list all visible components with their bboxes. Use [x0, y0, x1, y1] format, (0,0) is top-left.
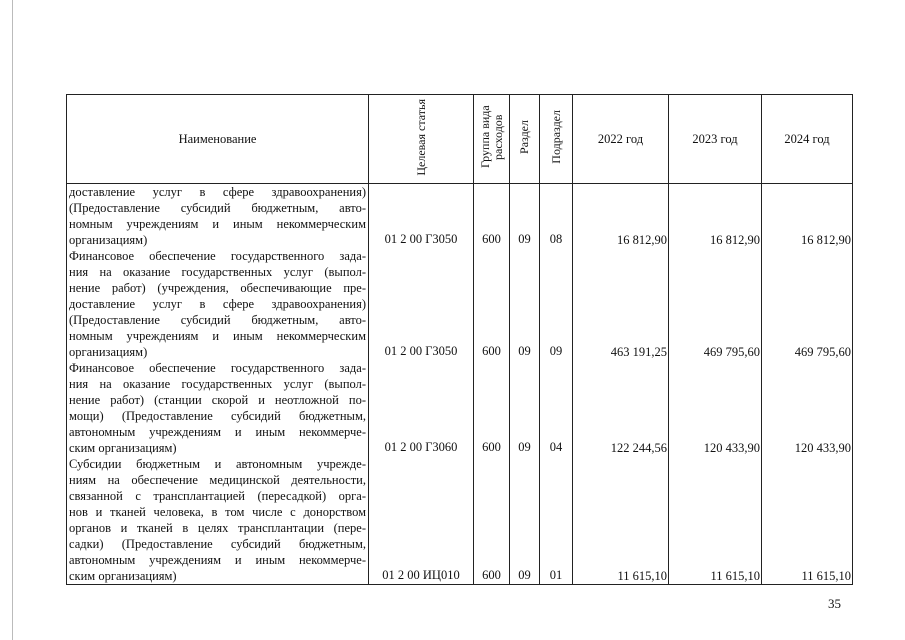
row-amount-2023: 11 615,10	[669, 456, 762, 585]
row-name-line: ния на оказание государственных услуг (выпол-	[69, 265, 366, 279]
table-row	[67, 184, 853, 249]
row-subsection: 09	[540, 248, 573, 360]
row-target-article: 01 2 00 ИЦ010	[369, 456, 474, 585]
row-name-line: (Предоставление субсидий бюджетным, авто-	[69, 313, 366, 327]
row-amount-2022: 16 812,90	[573, 184, 669, 249]
row-section: 09	[510, 456, 540, 585]
table-row	[67, 456, 853, 585]
row-amount-2023: 16 812,90	[669, 184, 762, 249]
row-target-article: 01 2 00 Г3060	[369, 360, 474, 456]
row-amount-2024: 469 795,60	[762, 248, 853, 360]
row-expense-group: 600	[474, 456, 510, 585]
row-name-line: (Предоставление субсидий бюджетным, авто-	[69, 201, 366, 215]
header-2022: 2022 год	[573, 95, 669, 184]
row-name-line: органов и тканей в целях трансплантации (пере-	[69, 521, 366, 535]
header-subsection: Подраздел	[540, 95, 573, 184]
row-name-line: автономным учреждениям и иным некоммерче-	[69, 425, 366, 439]
row-name-line: автономным учреждениям и иным некоммерче-	[69, 553, 366, 567]
table-body	[67, 184, 853, 585]
row-section: 09	[510, 184, 540, 249]
row-amount-2023: 120 433,90	[669, 360, 762, 456]
row-target-article: 01 2 00 Г3050	[369, 184, 474, 249]
row-subsection: 08	[540, 184, 573, 249]
row-amount-2024: 120 433,90	[762, 360, 853, 456]
row-section: 09	[510, 248, 540, 360]
row-amount-2024: 16 812,90	[762, 184, 853, 249]
header-target-article: Целевая статья	[369, 95, 474, 184]
header-2023: 2023 год	[669, 95, 762, 184]
row-name-cell	[67, 360, 369, 456]
row-name-line: садки) (Предоставление субсидий бюджетным,	[69, 537, 366, 551]
table-header-row	[67, 95, 853, 184]
row-name-line: нение работ) (станции скорой и неотложной по-	[69, 393, 366, 407]
row-subsection: 04	[540, 360, 573, 456]
row-name-cell	[67, 248, 369, 360]
row-name-cell	[67, 456, 369, 585]
header-expense-group: Группа вида расходов	[474, 95, 510, 184]
row-name-line: мощи) (Предоставление субсидий бюджетным,	[69, 409, 366, 423]
row-name-line: Финансовое обеспечение государственного зада-	[69, 361, 366, 375]
row-name-line: ским организациям)	[69, 441, 177, 455]
row-amount-2024: 11 615,10	[762, 456, 853, 585]
row-amount-2023: 469 795,60	[669, 248, 762, 360]
table-row	[67, 248, 853, 360]
row-amount-2022: 463 191,25	[573, 248, 669, 360]
row-name-line: номным учреждениям и иным некоммерческим	[69, 329, 366, 343]
row-name-line: доставление услуг в сфере здравоохранения)	[69, 297, 366, 311]
page-number: 35	[828, 596, 841, 611]
header-2024: 2024 год	[762, 95, 853, 184]
row-amount-2022: 11 615,10	[573, 456, 669, 585]
row-expense-group: 600	[474, 184, 510, 249]
row-name-line: нов и тканей человека, в том числе с донорством	[69, 505, 366, 519]
page-margin-line	[12, 0, 13, 640]
row-name-line: Субсидии бюджетным и автономным учрежде-	[69, 457, 366, 471]
header-section: Раздел	[510, 95, 540, 184]
row-name-line: организациям)	[69, 233, 148, 247]
budget-table	[66, 94, 853, 585]
row-name-line: ниям на обеспечение медицинской деятельности,	[69, 473, 366, 487]
header-name: Наименование	[67, 95, 369, 184]
row-amount-2022: 122 244,56	[573, 360, 669, 456]
row-section: 09	[510, 360, 540, 456]
row-name-cell	[67, 184, 369, 249]
row-name-line: номным учреждениям и иным некоммерческим	[69, 217, 366, 231]
row-name-line: связанной с трансплантацией (пересадкой) орга-	[69, 489, 366, 503]
row-expense-group: 600	[474, 360, 510, 456]
row-name-line: организациям)	[69, 345, 148, 359]
row-target-article: 01 2 00 Г3050	[369, 248, 474, 360]
row-expense-group: 600	[474, 248, 510, 360]
table-row	[67, 360, 853, 456]
row-subsection: 01	[540, 456, 573, 585]
row-name-line: доставление услуг в сфере здравоохранения)	[69, 185, 366, 199]
row-name-line: нение работ) (учреждения, обеспечивающие пре-	[69, 281, 366, 295]
row-name-line: Финансовое обеспечение государственного зада-	[69, 249, 366, 263]
row-name-line: ния на оказание государственных услуг (выпол-	[69, 377, 366, 391]
row-name-line: ским организациям)	[69, 569, 177, 583]
